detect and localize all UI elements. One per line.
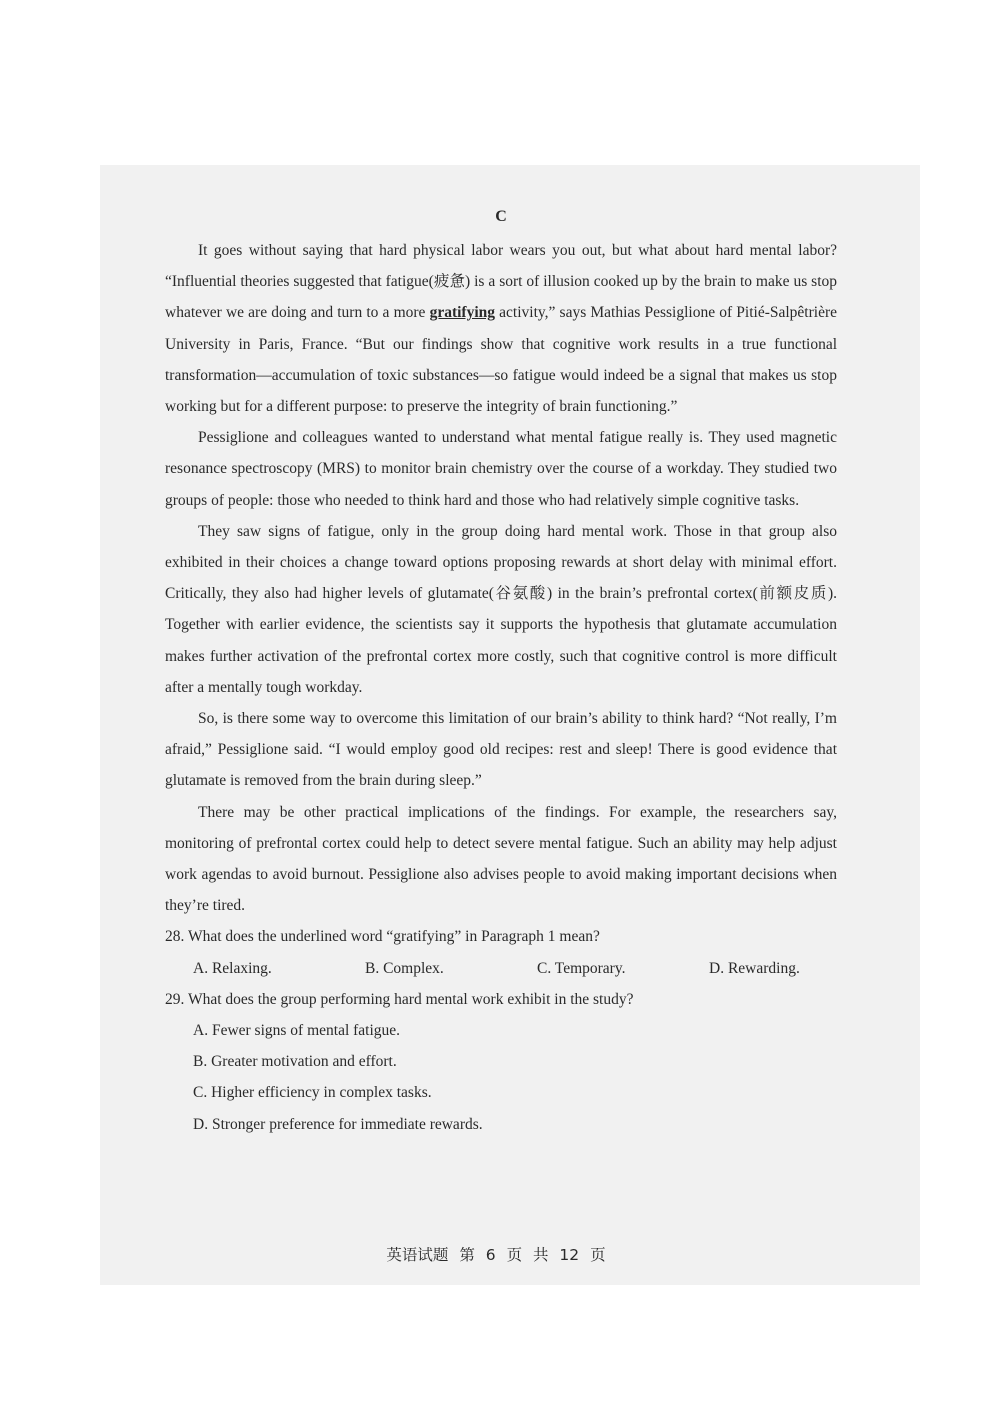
question-29-stem: 29. What does the group performing hard mental work exhibit in the study? [165,990,634,1008]
paragraph-1-part-a: It goes without saying that hard physical labor wears you out, but what about hard mental labor? “Influential theories suggested that fatigue(疲惫) is a sort of illusion cooked up by the brain to make us stop whatever we are doing and turn to a more [165,242,837,322]
question-29-option-d: D. Stronger preference for immediate rewards. [193,1115,483,1133]
paragraph-1 [165,235,837,422]
question-29-option-c: C. Higher efficiency in complex tasks. [193,1084,432,1102]
question-28-stem: 28. What does the underlined word “gratifying” in Paragraph 1 mean? [165,928,600,946]
paragraph-2: Pessiglione and colleagues wanted to understand what mental fatigue really is. They used magnetic resonance spectroscopy (MRS) to monitor brain chemistry over the course of a workday. They studied two groups of people: those who needed to think hard and those who had relatively simple cognitive tasks. [165,429,837,509]
question-28-option-c: C. Temporary. [537,959,626,977]
reading-passage [165,205,837,1140]
paragraph-5: There may be other practical implications of the findings. For example, the researchers say, monitoring of prefrontal cortex could help to detect severe mental fatigue. Such an ability may help adjust work agendas to avoid burnout. Pessiglione also advises people to avoid making important decisions when they’re tired. [165,803,837,915]
paragraph-4: So, is there some way to overcome this limitation of our brain’s ability to think hard? “Not really, I’m afraid,” Pessiglione said. “I would employ good old recipes: rest and sleep! There is good evidence that glutamate is removed from the brain during sleep.” [165,710,837,790]
question-29-option-a: A. Fewer signs of mental fatigue. [193,1022,401,1040]
question-28-option-d: D. Rewarding. [709,959,800,977]
underlined-word: gratifying [429,304,496,322]
section-heading: C [495,208,507,225]
question-28-options [165,953,837,984]
question-28-option-a: A. Relaxing. [193,959,272,977]
question-29-option-b: B. Greater motivation and effort. [193,1053,397,1071]
paragraph-1-part-b: activity,” says Mathias Pessiglione of Pitié-Salpêtrière University in Paris, France. “But our findings show that cognitive work results in a true functional transformation—accumulation of toxic substances—so fatigue would indeed be a signal that makes us stop working but for a different purpose: to preserve the integrity of brain functioning.” [165,304,838,416]
question-28-option-b: B. Complex. [365,959,444,977]
page-footer: 英语试题 第 6 页 共 12 页 [386,1246,606,1264]
paragraph-3: They saw signs of fatigue, only in the group doing hard mental work. Those in that group also exhibited in their choices a change toward options proposing rewards at short delay with minimal effort. Critically, they also had higher levels of glutamate(谷氨酸) in the brain’s prefrontal cortex(前额皮质). Together with earlier evidence, the scientists say it supports the hypothesis that glutamate accumulation makes further activation of the prefrontal cortex more costly, such that cognitive control is more difficult after a mentally tough workday. [165,522,837,696]
